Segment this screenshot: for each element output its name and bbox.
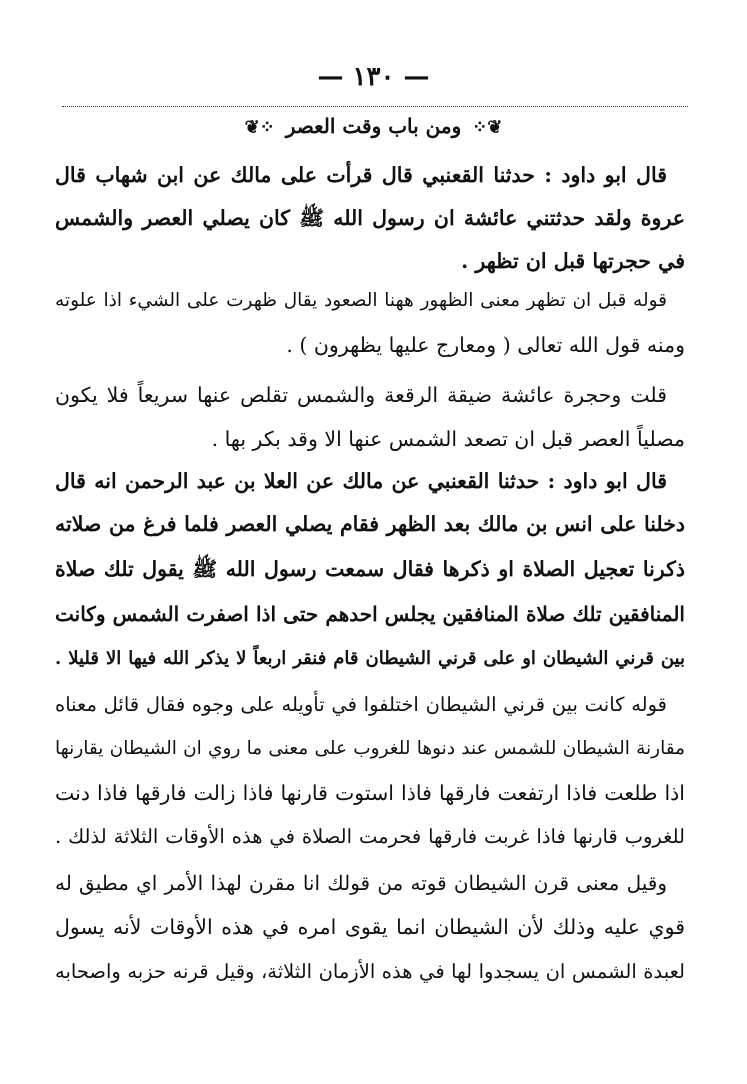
header-divider [62,106,688,107]
text-line: مقارنة الشيطان للشمس عند دنوها للغروب على معنى ما روي ان الشيطان يقارنها [55,738,685,759]
text-line: ذكرنا تعجيل الصلاة او ذكرها فقال سمعت رسول الله ﷺ يقول تلك صلاة [55,557,685,581]
text-line: اذا طلعت فاذا ارتفعت فارقها فاذا استوت قارنها فاذا زالت فارقها فاذا دنت [55,781,685,805]
chapter-heading: ومن باب وقت العصر [285,114,462,138]
ornament-left-icon: ⁘❦ [244,117,275,138]
text-line: قوله قبل ان تظهر معنى الظهور ههنا الصعود يقال ظهرت على الشيء اذا علوته [55,290,667,311]
text-line: قلت وحجرة عائشة ضيقة الرقعة والشمس تقلص عنها سريعاً فلا يكون [55,383,667,407]
text-line: ومنه قول الله تعالى ( ومعارج عليها يظهرون ) . [286,333,685,357]
text-line: قوي عليه وذلك لأن الشيطان انما يقوى امره في هذه الأوقات لأنه يسول [55,915,685,939]
text-line: وقيل معنى قرن الشيطان قوته من قولك انا مقرن لهذا الأمر اي مطيق له [55,871,667,895]
text-line: لعبدة الشمس ان يسجدوا لها في هذه الأزمان الثلاثة، وقيل قرنه حزبه واصحابه [55,960,685,983]
chapter-heading-row [0,114,747,138]
text-line: للغروب قارنها فاذا غربت فارقها فحرمت الصلاة في هذه الأوقات الثلاثة لذلك . [55,825,685,848]
text-line: دخلنا على انس بن مالك بعد الظهر فقام يصلي العصر فلما فرغ من صلاته [55,512,685,536]
text-line: في حجرتها قبل ان تظهر . [461,249,685,273]
text-line: المنافقين تلك صلاة المنافقين يجلس احدهم حتى اذا اصفرت الشمس وكانت [55,602,685,626]
text-line: عروة ولقد حدثتني عائشة ان رسول الله ﷺ كان يصلي العصر والشمس [55,206,685,230]
text-line: بين قرني الشيطان او على قرني الشيطان قام فنقر اربعاً لا يذكر الله فيها الا قليلا . [55,648,685,669]
text-line: قال ابو داود : حدثنا القعنبي عن مالك عن العلا بن عبد الرحمن انه قال [55,469,667,493]
page-number: — ١٣٠ — [317,62,430,92]
text-line: قال ابو داود : حدثنا القعنبي قال قرأت على مالك عن ابن شهاب قال [55,163,667,187]
ornament-right-icon: ❦⁘ [472,117,503,138]
text-line: قوله كانت بين قرني الشيطان اختلفوا في تأويله على وجوه فقال قائل معناه [55,693,667,716]
text-line: مصلياً العصر قبل ان تصعد الشمس عنها الا وقد بكر بها . [211,427,685,451]
